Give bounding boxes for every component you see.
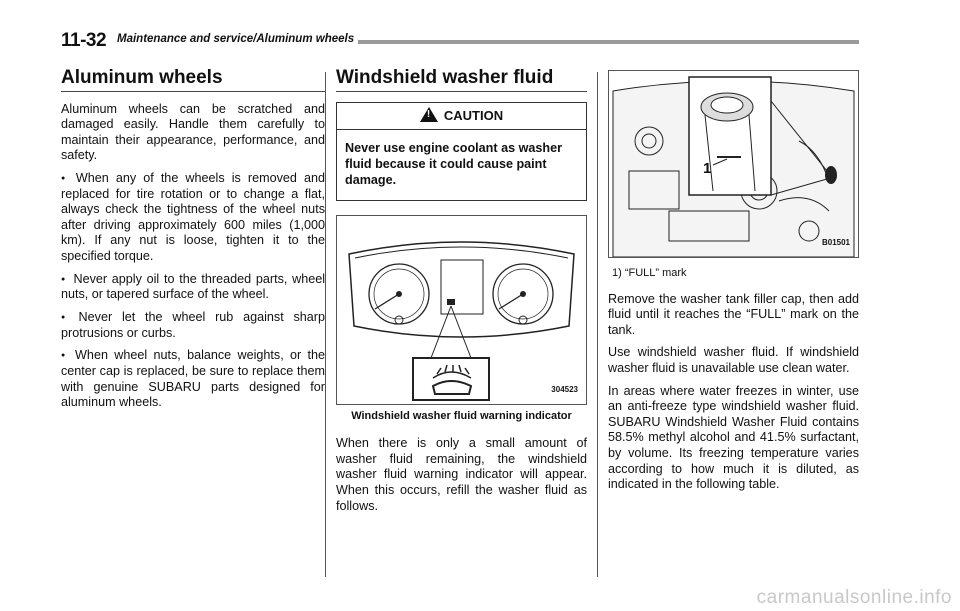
figure-code: B01501 bbox=[821, 238, 850, 248]
paragraph: In areas where water freezes in winter, use an anti-freeze type windshield washer fluid. SUBARU Windshield Washer Fluid contains 58.5% methyl alcohol and 41.5% surfactant, by volume. Its freezing temperature varies according to how much it is diluted, as indicated in the following table. bbox=[608, 383, 859, 492]
warning-triangle-icon: ! bbox=[420, 107, 438, 122]
bullet-item: ● When any of the wheels is removed and replaced for tire rotation or to change a flat, always check the tightness of the wheel nuts after driving approximately 600 miles (1,000 km). If any nut is loose, tighten it to the specified torque. bbox=[61, 171, 325, 265]
figure-note: 1) “FULL” mark bbox=[612, 267, 687, 279]
section-title: Maintenance and service/Aluminum wheels bbox=[117, 33, 358, 45]
page-number: 11-32 bbox=[61, 30, 107, 51]
washer-fill-section bbox=[608, 70, 859, 500]
washer-fluid-section bbox=[336, 67, 587, 521]
caution-text: Never use engine coolant as washer fluid because it could cause paint damage. bbox=[345, 140, 562, 187]
caution-header bbox=[337, 103, 586, 130]
aluminum-wheels-section bbox=[61, 67, 326, 418]
figure-caption: Windshield washer fluid warning indicator bbox=[351, 409, 572, 422]
paragraph: Use windshield washer fluid. If windshield washer fluid is unavailable use clean water. bbox=[608, 345, 859, 375]
instrument-cluster-illustration bbox=[337, 216, 586, 404]
callout-number: 1 bbox=[703, 160, 712, 177]
column-divider bbox=[597, 72, 598, 577]
instrument-cluster-figure bbox=[336, 215, 587, 405]
watermark: carmanualsonline.info bbox=[756, 587, 952, 608]
engine-bay-illustration bbox=[609, 71, 858, 257]
figure-code: 304523 bbox=[551, 385, 578, 394]
washer-tank-figure bbox=[608, 70, 859, 258]
paragraph: Remove the washer tank filler cap, then add fluid until it reaches the “FULL” mark on the tank. bbox=[608, 291, 859, 337]
caution-label: CAUTION bbox=[443, 107, 504, 123]
page-header bbox=[61, 30, 859, 50]
paragraph: Aluminum wheels can be scratched and damaged easily. Handle them carefully to maintain their appearance, performance, and safety. bbox=[61, 101, 325, 163]
section-heading: Windshield washer fluid bbox=[336, 70, 587, 92]
column-divider bbox=[325, 72, 326, 577]
caution-box bbox=[336, 102, 587, 201]
bullet-item: ● Never apply oil to the threaded parts, wheel nuts, or tapered surface of the wheel. bbox=[61, 272, 325, 303]
paragraph: When there is only a small amount of washer fluid remaining, the windshield washer fluid warning indicator will appear. When this occurs, refill the washer fluid as follows. bbox=[336, 436, 587, 513]
bullet-item: ● Never let the wheel rub against sharp protrusions or curbs. bbox=[61, 310, 325, 341]
section-heading: Aluminum wheels bbox=[61, 70, 325, 92]
bullet-item: ● When wheel nuts, balance weights, or the center cap is replaced, be sure to replace them with genuine SUBARU parts designed for aluminum wheels. bbox=[61, 348, 325, 411]
